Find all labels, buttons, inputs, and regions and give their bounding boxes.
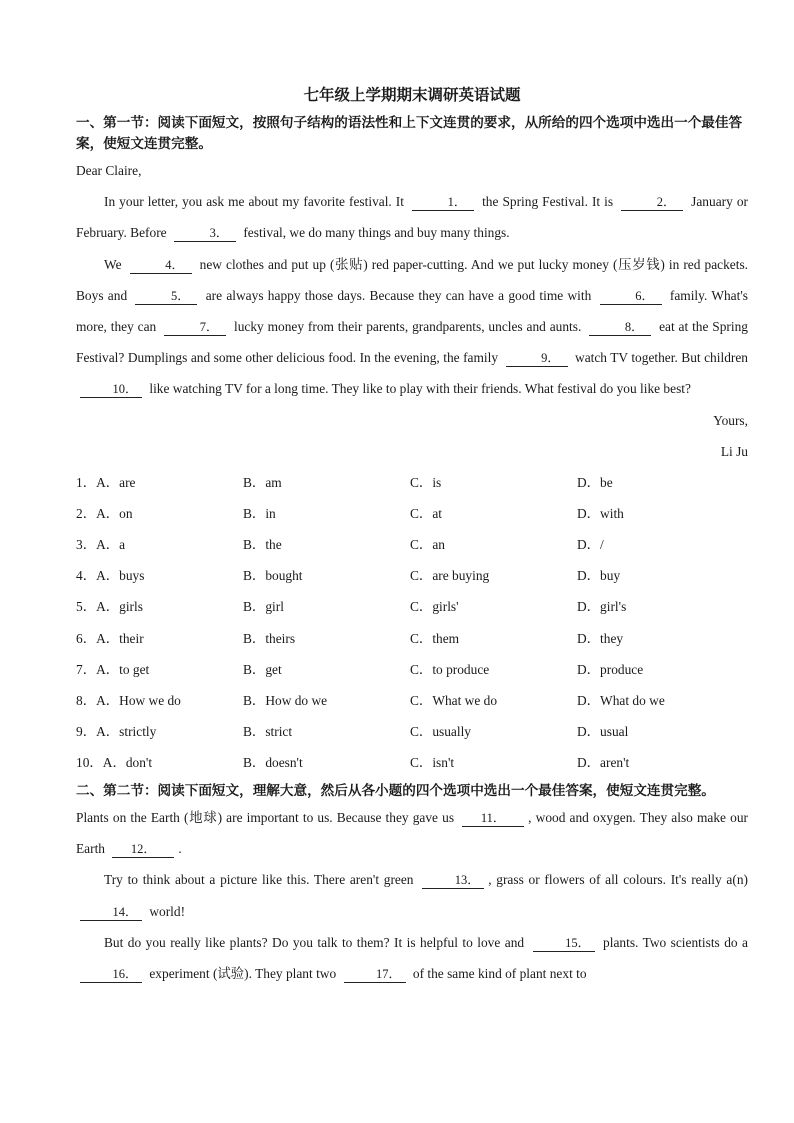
blank-7[interactable]: 7． (164, 319, 226, 336)
passage-paragraph-2 (76, 864, 748, 926)
option[interactable]: D．girl's (577, 599, 627, 615)
section-1-heading: 一、第一节：阅读下面短文，按照句子结构的语法性和上下文连贯的要求，从所给的四个选项中选出一个最佳答案，使短文连贯完整。 (76, 115, 743, 152)
option[interactable]: C．usually (410, 723, 472, 739)
text: But do you really like plants? Do you talk to them? It is helpful to love and (104, 934, 525, 950)
passage-paragraph-1 (76, 802, 748, 864)
text: , grass or flowers of all colours. It's really a(n) (488, 872, 748, 888)
text: watch TV together. But children (575, 350, 748, 366)
text: world! (149, 903, 186, 919)
text: plants. Two scientists do a (603, 934, 748, 950)
option[interactable]: 2．A．on (76, 506, 133, 522)
option[interactable]: 7．A．to get (76, 661, 150, 677)
option[interactable]: B．girl (243, 599, 284, 615)
option-row (76, 654, 748, 685)
option-row (76, 623, 748, 654)
blank-10[interactable]: 10． (80, 381, 142, 398)
option[interactable]: D．usual (577, 723, 629, 739)
letter-closing: Yours, (713, 412, 748, 428)
option[interactable]: 8．A．How we do (76, 692, 181, 708)
text: family. What's more, they can (76, 287, 748, 335)
letter-signature: Li Ju (720, 443, 748, 459)
option[interactable]: 4．A．buys (76, 568, 145, 584)
option[interactable]: C．isn't (410, 754, 455, 770)
text: Plants on the Earth (地球) are important to us. Because they gave us (76, 809, 455, 825)
passage-paragraph-3 (76, 927, 748, 989)
option[interactable]: C．are buying (410, 568, 490, 584)
blank-17[interactable]: 17． (344, 966, 406, 983)
option-row (76, 716, 748, 747)
option[interactable]: D．aren't (577, 754, 630, 770)
blank-15[interactable]: 15． (533, 935, 595, 952)
exam-page (76, 84, 748, 989)
option[interactable]: D．produce (577, 661, 644, 677)
option[interactable]: B．strict (243, 723, 293, 739)
option[interactable]: C．to produce (410, 661, 490, 677)
option[interactable]: C．an (410, 537, 445, 553)
option[interactable]: B．the (243, 537, 282, 553)
text: In your letter, you ask me about my favorite festival. It (104, 194, 404, 210)
text: Try to think about a picture like this. There aren't green (104, 872, 414, 888)
option[interactable]: D．with (577, 506, 624, 522)
option[interactable]: D．What do we (577, 692, 665, 708)
option[interactable]: B．am (243, 475, 282, 491)
section-2 (76, 781, 748, 989)
blank-16[interactable]: 16． (80, 966, 142, 983)
option[interactable]: B．doesn't (243, 754, 303, 770)
option[interactable]: D．they (577, 630, 624, 646)
option[interactable]: C．What we do (410, 692, 498, 708)
letter-greeting: Dear Claire, (76, 163, 142, 178)
blank-14[interactable]: 14． (80, 904, 142, 921)
blank-1[interactable]: 1． (412, 194, 474, 211)
text: experiment (试验). They plant two (149, 965, 337, 981)
option[interactable]: B．How do we (243, 692, 328, 708)
option[interactable]: B．in (243, 506, 276, 522)
text: festival, we do many things and buy many things. (243, 225, 510, 241)
option[interactable]: 3．A．a (76, 537, 126, 553)
option[interactable]: 10．A．don't (76, 754, 153, 770)
option[interactable]: 1．A．are (76, 475, 136, 491)
text: We (104, 256, 122, 272)
option[interactable]: 6．A．their (76, 630, 144, 646)
option-row (76, 498, 748, 529)
text: of the same kind of plant next to (412, 965, 587, 981)
text: are always happy those days. Because they can have a good time with (205, 287, 592, 303)
option[interactable]: C．them (410, 630, 460, 646)
option-row (76, 467, 748, 498)
blank-2[interactable]: 2． (621, 194, 683, 211)
blank-6[interactable]: 6． (600, 288, 662, 305)
letter-paragraph-2 (76, 249, 748, 405)
letter-paragraph-1 (76, 186, 748, 248)
blank-5[interactable]: 5． (135, 288, 197, 305)
option[interactable]: C．is (410, 475, 442, 491)
options-list (76, 467, 748, 778)
text: the Spring Festival. It is (482, 194, 614, 210)
option-row (76, 685, 748, 716)
option-row (76, 747, 748, 778)
text: . (178, 841, 182, 857)
text: eat at the Spring Festival? Dumplings and some other delicious food. In the evening, the family (76, 319, 749, 366)
option[interactable]: D．be (577, 475, 613, 491)
blank-12[interactable]: 12． (112, 841, 174, 858)
option-row (76, 560, 748, 591)
text: January or February. Before (76, 194, 748, 241)
text: new clothes and put up (张贴) red paper-cutting. And we put lucky money (压岁钱) in red packets. Boys and (76, 256, 748, 303)
option[interactable]: B．get (243, 661, 282, 677)
blank-13[interactable]: 13． (422, 872, 484, 889)
text: , wood and oxygen. They also make our Earth (76, 809, 748, 857)
option[interactable]: B．theirs (243, 630, 296, 646)
option-row (76, 591, 748, 622)
text: like watching TV for a long time. They like to play with their friends. What festival do you like best? (149, 381, 691, 397)
option[interactable]: C．girls' (410, 599, 459, 615)
blank-11[interactable]: 11． (462, 810, 524, 827)
option[interactable]: B．bought (243, 568, 303, 584)
page-title: 七年级上学期期末调研英语试题 (303, 86, 521, 104)
option[interactable]: D．buy (577, 568, 621, 584)
blank-4[interactable]: 4． (130, 257, 192, 274)
option[interactable]: 5．A．girls (76, 599, 143, 615)
option[interactable]: D．/ (577, 537, 604, 553)
section-2-heading: 二、第二节：阅读下面短文，理解大意，然后从各小题的四个选项中选出一个最佳答案，使短文连贯完整。 (76, 782, 715, 799)
blank-9[interactable]: 9． (506, 350, 568, 367)
blank-3[interactable]: 3． (174, 225, 236, 242)
option[interactable]: C．at (410, 506, 442, 522)
blank-8[interactable]: 8． (589, 319, 651, 336)
option-row (76, 529, 748, 560)
option[interactable]: 9．A．strictly (76, 723, 157, 739)
text: lucky money from their parents, grandparents, uncles and aunts. (233, 319, 582, 335)
